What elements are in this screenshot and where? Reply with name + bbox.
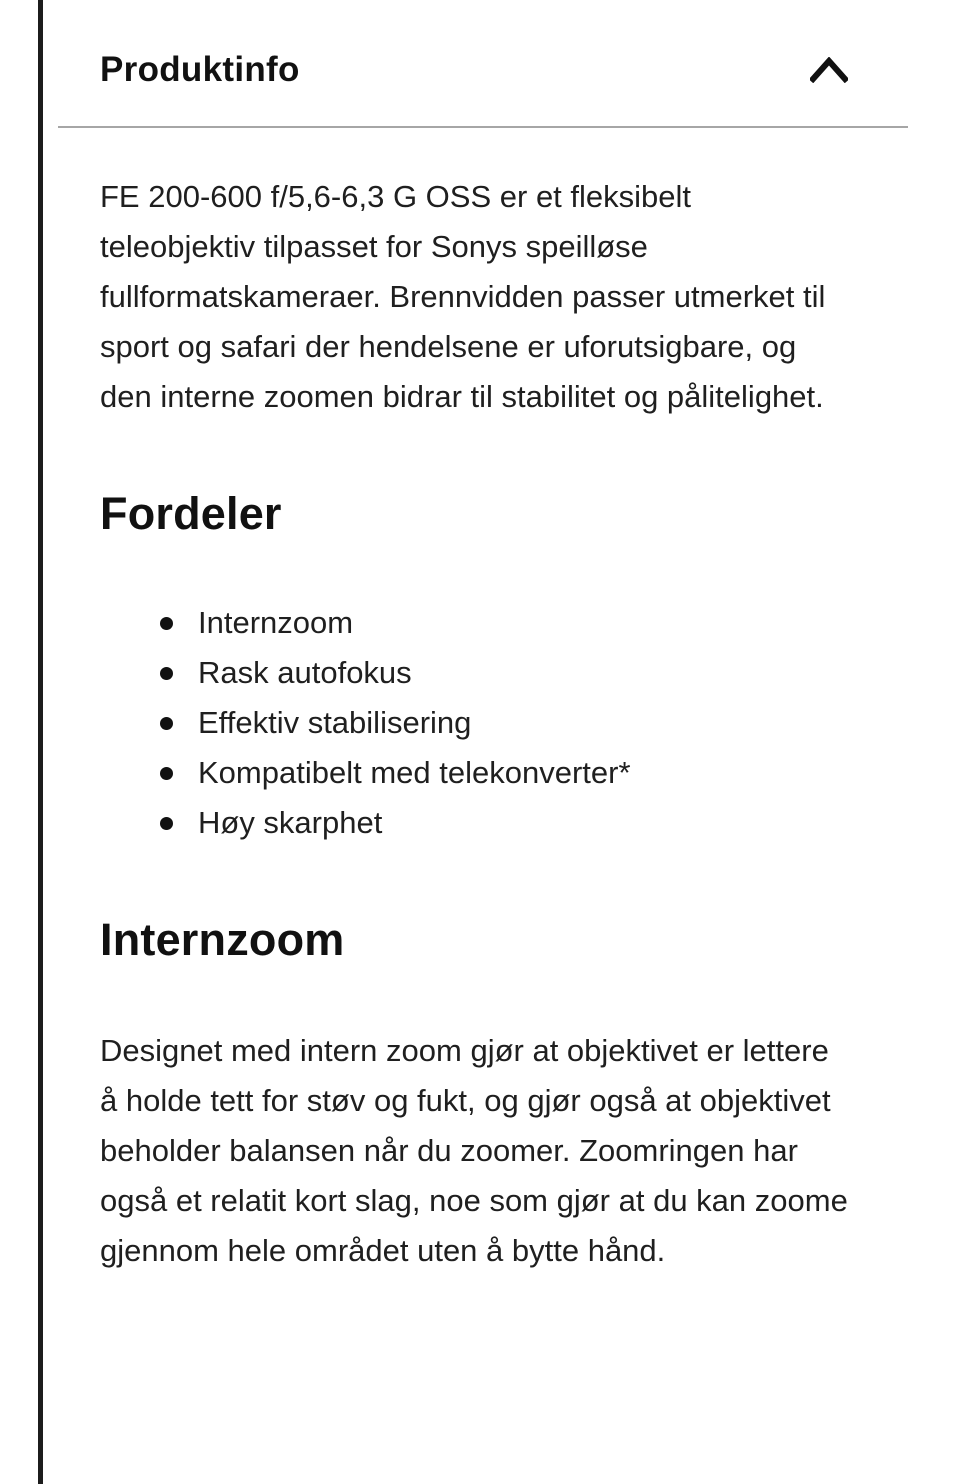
internzoom-heading: Internzoom: [100, 914, 345, 965]
internzoom-paragraph: Designet med intern zoom gjør at objektivet er lettere å holde tett for støv og fukt, og gjør også at objektivet beholder balansen når du zoomer. Zoomringen har også et relatit kort slag, noe som gjør at du kan zoome gjennom hele området uten å bytte hånd.: [100, 1033, 848, 1268]
section-title: Produktinfo: [100, 50, 300, 89]
benefits-heading: Fordeler: [100, 488, 282, 539]
benefit-item: Høy skarphet: [160, 798, 850, 848]
productinfo-panel: [43, 0, 960, 1276]
benefits-list: [160, 598, 850, 848]
benefit-item: Rask autofokus: [160, 648, 850, 698]
benefit-item: Kompatibelt med telekonverter*: [160, 748, 850, 798]
benefit-item: Effektiv stabilisering: [160, 698, 850, 748]
chevron-up-icon[interactable]: [810, 57, 848, 83]
header-divider: [58, 126, 908, 128]
productinfo-content: [43, 172, 960, 1276]
benefit-item: Internzoom: [160, 598, 850, 648]
productinfo-accordion-header[interactable]: [43, 50, 960, 90]
intro-paragraph: FE 200-600 f/5,6-6,3 G OSS er et fleksibelt teleobjektiv tilpasset for Sonys speilløse fullformatskameraer. Brennvidden passer utmerket til sport og safari der hendelsene er uforutsigbare, og den interne zoomen bidrar til stabilitet og pålitelighet.: [100, 179, 826, 414]
